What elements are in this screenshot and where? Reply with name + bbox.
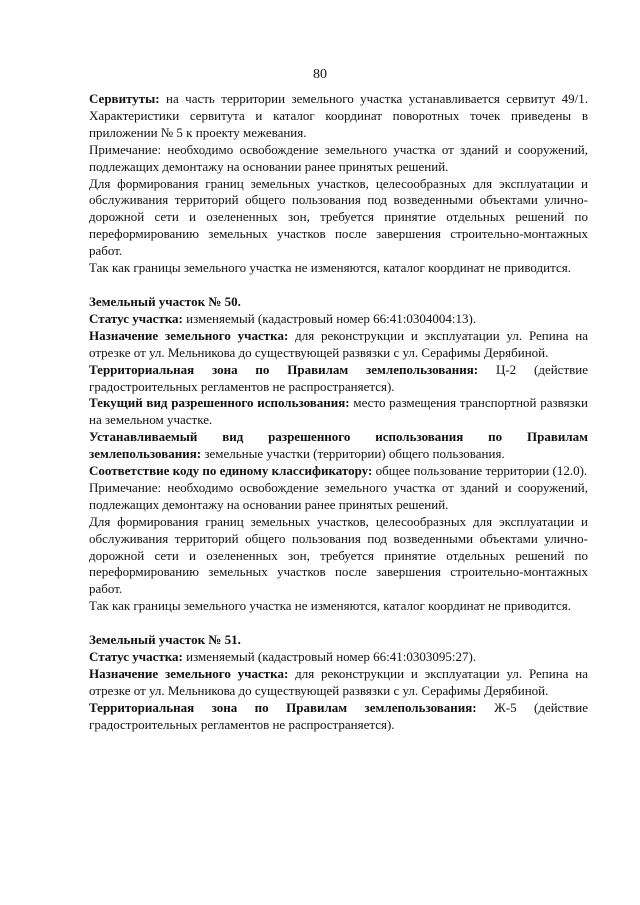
- page-number: 80: [313, 67, 327, 82]
- zone-text: Ц-2 (действие градостроительных регламентов не распространяется).: [89, 361, 588, 394]
- plot-51-purpose: [89, 666, 588, 700]
- zone-label: Территориальная зона по Правилам землепользования:: [89, 699, 477, 715]
- status-text: изменяемый (кадастровый номер 66:41:0304004:13).: [182, 310, 477, 326]
- plot-50-code: [89, 463, 588, 480]
- plot-50-note: Примечание: необходимо освобождение земельного участка от зданий и сооружений, подлежащих демонтажу на основании ранее принятых решений.: [89, 479, 588, 512]
- formation-paragraph: Для формирования границ земельных участков, целесообразных для эксплуатации и обслуживания территорий общего пользования под возведенными объектами улично-дорожной сети и озелененных зон, требуется принятие отдельных решений по переформированию земельных участков после завершения строительно-монтажных работ.: [89, 175, 588, 259]
- plot-51-heading: Земельный участок № 51.: [89, 632, 241, 648]
- status-label: Статус участка:: [89, 310, 183, 326]
- purpose-text: для реконструкции и эксплуатации ул. Репина на отрезке от ул. Мельникова до существующей развязки с ул. Серафимы Дерябиной.: [89, 327, 588, 360]
- plot-50-status: [89, 311, 588, 328]
- status-label: Статус участка:: [89, 649, 183, 665]
- current-use-text: место размещения транспортной развязки на земельном участке.: [89, 395, 588, 428]
- purpose-label: Назначение земельного участка:: [89, 666, 289, 681]
- document-body: [89, 91, 588, 734]
- boundary-paragraph: Так как границы земельного участка не изменяются, каталог координат не приводится.: [89, 260, 571, 276]
- status-text: изменяемый (кадастровый номер 66:41:0303095:27).: [182, 649, 477, 665]
- plot-50-current-use: [89, 395, 588, 429]
- code-label: Соответствие коду по единому классификатору:: [89, 463, 373, 479]
- plot-50-zone: [89, 362, 588, 396]
- plot-50-heading: Земельный участок № 50.: [89, 293, 241, 309]
- section-gap: [89, 615, 588, 632]
- servitude-text: на часть территории земельного участка устанавливается сервитут 49/1. Характеристики сервитута и каталог координат поворотных точек приведены в приложении № 5 к проекту межевания.: [89, 91, 588, 140]
- code-text: общее пользование территории (12.0).: [372, 463, 588, 479]
- plot-50-boundary: Так как границы земельного участка не изменяются, каталог координат не приводится.: [89, 598, 571, 614]
- plot-50-formation: Для формирования границ земельных участков, целесообразных для эксплуатации и обслуживания территорий общего пользования под возведенными объектами улично-дорожной сети и озелененных зон, требуется принятие отдельных решений по переформированию земельных участков после завершения строительно-монтажных работ.: [89, 513, 588, 597]
- set-use-text: земельные участки (территории) общего пользования.: [201, 446, 505, 462]
- note-paragraph: Примечание: необходимо освобождение земельного участка от зданий и сооружений, подлежащих демонтажу на основании ранее принятых решений.: [89, 141, 588, 174]
- servitude-label: Сервитуты:: [89, 91, 160, 106]
- zone-label: Территориальная зона по Правилам землепользования:: [89, 361, 479, 377]
- plot-51-status: [89, 649, 588, 666]
- plot-51-zone: [89, 700, 588, 734]
- purpose-text: для реконструкции и эксплуатации ул. Репина на отрезке от ул. Мельникова до существующей развязки с ул. Серафимы Дерябиной.: [89, 666, 588, 698]
- zone-text: Ж-5 (действие градостроительных регламентов не распространяется).: [89, 699, 588, 732]
- purpose-label: Назначение земельного участка:: [89, 327, 289, 343]
- set-use-label: Устанавливаемый вид разрешенного использования по Правилам землепользования:: [89, 429, 588, 462]
- servitude-paragraph: [89, 91, 588, 142]
- current-use-label: Текущий вид разрешенного использования:: [89, 395, 350, 411]
- section-gap: [89, 277, 588, 294]
- plot-50-set-use: [89, 429, 588, 463]
- plot-50-purpose: [89, 328, 588, 362]
